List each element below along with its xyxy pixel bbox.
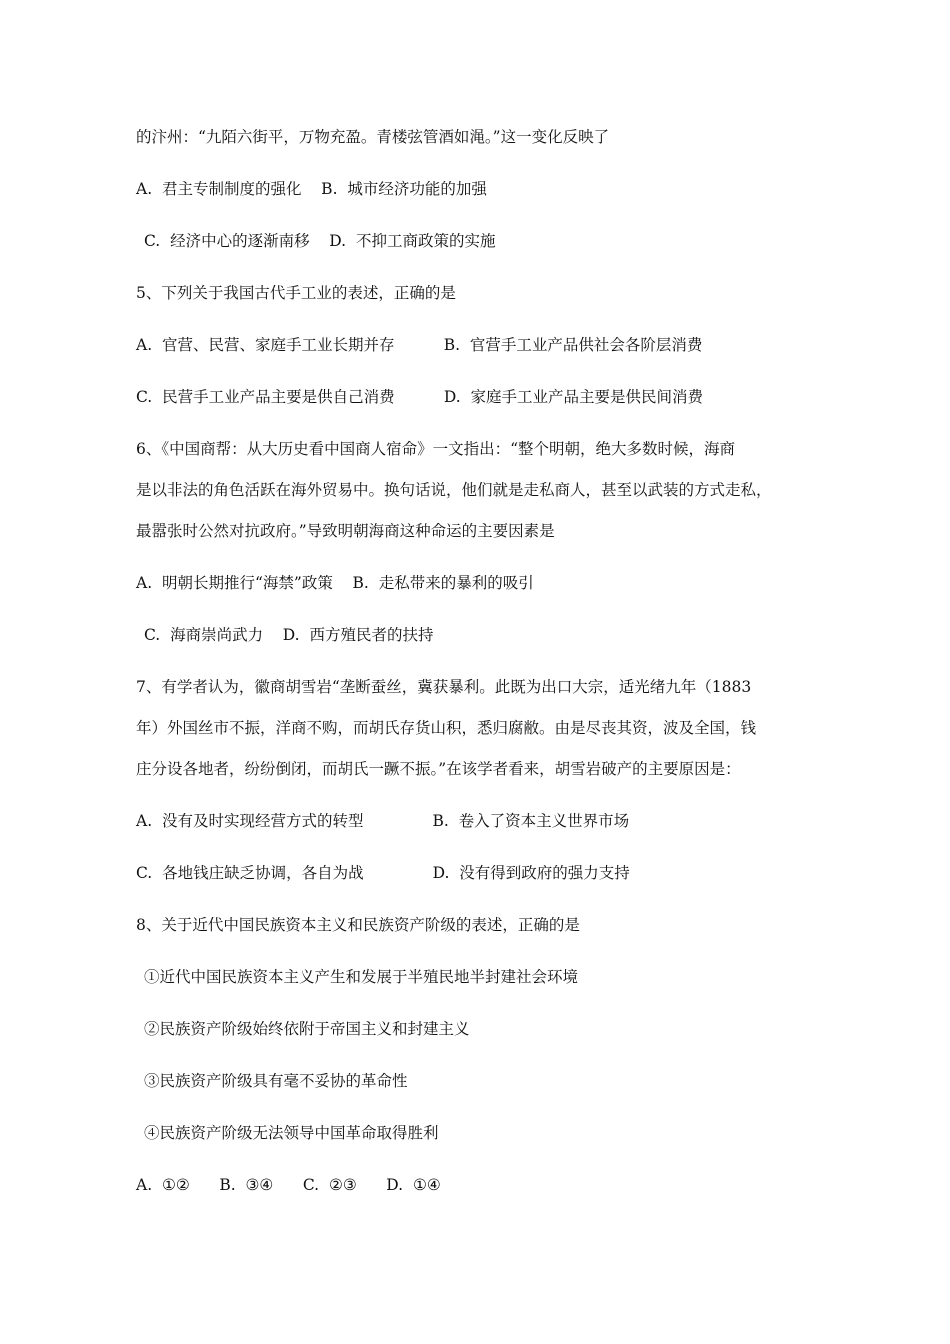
- q5-options-cd: C. 民营手工业产品主要是供自己消费 D. 家庭手工业产品主要是供民间消费: [136, 388, 704, 406]
- q8-statement-4: ④民族资产阶级无法领导中国革命取得胜利: [144, 1124, 439, 1142]
- q8-statement-3: ③民族资产阶级具有毫不妥协的革命性: [144, 1072, 408, 1090]
- q4-options-cd: C. 经济中心的逐渐南移 D. 不抑工商政策的实施: [144, 232, 496, 250]
- q8-options: A. ①② B. ③④ C. ②③ D. ①④: [136, 1176, 441, 1194]
- q6-stem-line-2: 是以非法的角色活跃在海外贸易中。换句话说，他们就是走私商人，甚至以武装的方式走私，: [136, 481, 772, 499]
- q6-options-cd: C. 海商崇尚武力 D. 西方殖民者的扶持: [144, 626, 434, 644]
- q8-statement-1: ①近代中国民族资本主义产生和发展于半殖民地半封建社会环境: [144, 968, 579, 986]
- q8-stem: 8、关于近代中国民族资本主义和民族资产阶级的表述，正确的是: [136, 916, 580, 934]
- q6-stem-line-3: 最嚣张时公然对抗政府。”导致明朝海商这种命运的主要因素是: [136, 522, 555, 540]
- q4-options-ab: A. 君主专制制度的强化 B. 城市经济功能的加强: [136, 180, 487, 198]
- q5-stem: 5、下列关于我国古代手工业的表述，正确的是: [136, 284, 456, 302]
- q6-stem-line-1: 6、《中国商帮：从大历史看中国商人宿命》一文指出：“整个明朝，绝大多数时候，海商: [136, 440, 736, 458]
- q7-stem-line-2: 年）外国丝市不振，洋商不购，而胡氏存货山积，悉归腐敝。由是尽丧其资，波及全国，钱: [136, 719, 757, 737]
- q5-options-ab: A. 官营、民营、家庭手工业长期并存 B. 官营手工业产品供社会各阶层消费: [136, 336, 703, 354]
- q7-stem-line-1: 7、有学者认为，徽商胡雪岩“垄断蚕丝，冀获暴利。此既为出口大宗，适光绪九年（1883: [136, 678, 752, 696]
- q7-options-ab: A. 没有及时实现经营方式的转型 B. 卷入了资本主义世界市场: [136, 812, 630, 830]
- q4-stem-continued: 的汴州：“九陌六街平，万物充盈。青楼弦管酒如渑。”这一变化反映了: [136, 128, 610, 146]
- q7-options-cd: C. 各地钱庄缺乏协调，各自为战 D. 没有得到政府的强力支持: [136, 864, 630, 882]
- q8-statement-2: ②民族资产阶级始终依附于帝国主义和封建主义: [144, 1020, 470, 1038]
- q7-stem-line-3: 庄分设各地者，纷纷倒闭，而胡氏一蹶不振。”在该学者看来，胡雪岩破产的主要原因是：: [136, 760, 741, 778]
- q6-options-ab: A. 明朝长期推行“海禁”政策 B. 走私带来的暴利的吸引: [136, 574, 534, 592]
